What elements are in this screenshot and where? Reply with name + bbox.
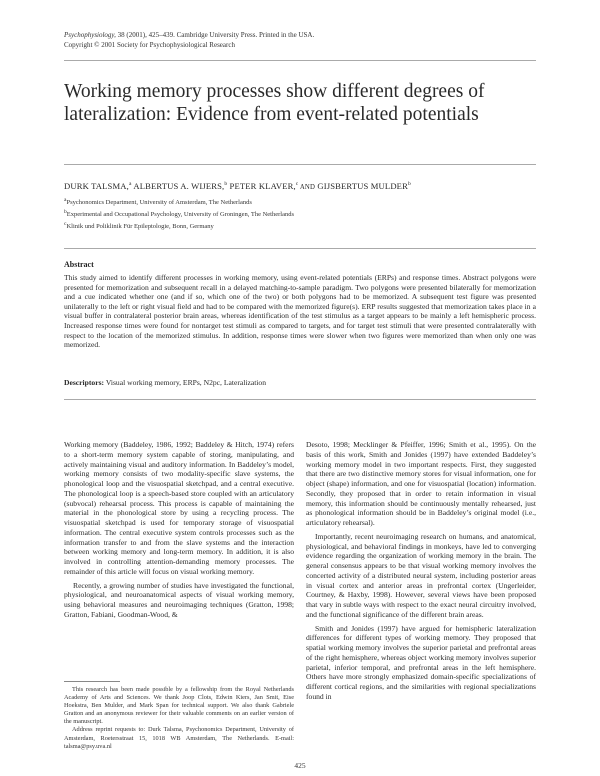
- footnote: This research has been made possible by a fellowship from the Royal Netherlands Academy of Arts and Sciences. We thank Joop Clots, Edwin Kiers, Jan Smit, Eise Hoekstra, Ben Mulder, and Mark Span for technical support. We also thank Gabriele Gratton and an anonymous reviewer for their valuable comments on an earlier version of the manuscript.: [64, 686, 294, 726]
- body-paragraph: Working memory (Baddeley, 1986, 1992; Baddeley & Hitch, 1974) refers to a short-term memory system capable of storing, manipulating, and actively maintaining visual and auditory information. In Baddeley’s model, working memory consists of two modality-specific slave systems, the phonological loop and the visuospatial sketchpad, and a central executive. The phonological loop is a speech-based store coupled with an articulatory (subvocal) rehearsal process. This process is capable of maintaining the material in the phonological store by using a recycling process. The visuospatial sketchpad is used for temporary storage of visuospatial information. The central executive system controls processes such as the information transfer to and from the slave systems and the interaction between working memory and long-term memory. In addition, it is also involved in controlling attention-demanding memory processes. The remainder of this article will focus on visual working memory.: [64, 440, 294, 576]
- abstract-heading: Abstract: [64, 260, 94, 269]
- affiliation-text: Experimental and Occupational Psychology, University of Groningen, The Netherlands: [66, 210, 295, 218]
- body-column-left: [64, 440, 294, 620]
- affiliation-item: [64, 208, 294, 220]
- author-sup: a: [128, 181, 132, 188]
- affiliations: [64, 196, 294, 231]
- affiliation-sup: a: [64, 197, 67, 203]
- copyright-line: Copyright © 2001 Society for Psychophysiological Research: [64, 40, 235, 49]
- affiliation-text: Psychonomics Department, University of Amsterdam, The Netherlands: [66, 199, 252, 207]
- affiliation-text: Klinik und Poliklinik Für Epileptologie, Bonn, Germany: [66, 222, 214, 230]
- body-paragraph: Desoto, 1998; Mecklinger & Pfeiffer, 1996; Smith et al., 1995). On the basis of this work, Smith and Jonides (1997) have extended Baddeley’s working memory model in two important respects. First, they suggested that there are two distinctive memory stores for visual information, one for object (shape) information, and one for visuospatial (location) information. Secondly, they proposed that in order to retain information in visual memory, this information should be continuously mentally rehearsed, just as phonological information should be in Baddeley’s original model (i.e., articulatory rehearsal).: [306, 440, 536, 527]
- author-name: PETER KLAVER,: [227, 181, 296, 191]
- title-line-2: lateralization: Evidence from event-related potentials: [64, 104, 479, 125]
- author-name: ALBERTUS A. WIJERS,: [131, 181, 225, 191]
- abstract-top-rule: [64, 248, 536, 249]
- title-rule: [64, 164, 536, 165]
- page-number: 425: [294, 761, 306, 770]
- title-line-1: Working memory processes show different degrees of: [64, 81, 485, 102]
- header-rule: [64, 60, 536, 61]
- author-sup: b: [224, 181, 228, 188]
- descriptors: [64, 378, 536, 387]
- author-name: GIJSBERTUS MULDER: [315, 181, 408, 191]
- abstract-bottom-rule: [64, 399, 536, 400]
- abstract-text: This study aimed to identify different processes in working memory, using event-related potentials (ERPs) and response times. Abstract polygons were presented for memorization and subsequent recall in a delayed matching-to-sample paradigm. Two polygons were presented bilaterally for memorization and a cue indicated whether one (and if so, which one of the two) or both polygons had to be memorized. A subsequent test figure was presented unilaterally to the left or right visual field and had to be compared with the memorized figure(s). ERP results suggested that memorization takes place in a visual buffer in contralateral posterior brain areas, whereas identification of the test stimulus as a target appears to be mainly a left hemispheric process. Increased response times were found for nontarget test stimuli as compared to targets, and for target test stimuli that were presented contralaterally with respect to the location of the memorized stimulus. In addition, response times were slower when two figures were memorized than when only one was memorized.: [64, 273, 536, 350]
- affiliation-item: [64, 220, 294, 232]
- author-list: [64, 181, 411, 191]
- descriptors-text: Visual working memory, ERPs, N2pc, Lateralization: [104, 378, 267, 387]
- affiliation-sup: b: [64, 208, 67, 215]
- footnotes: [64, 686, 294, 751]
- body-paragraph: Recently, a growing number of studies have investigated the functional, physiological, and neuroanatomical aspects of visual working memory, using behavioral measures and neuroimaging techniques (Gratton, 1998; Gratton, Fabiani, Goodman-Wood, &: [64, 580, 294, 619]
- body-column-right: [306, 440, 536, 702]
- and-word: AND: [298, 184, 316, 191]
- author-name: DURK TALSMA,: [64, 181, 129, 191]
- author-sup: c: [295, 181, 299, 188]
- affiliation-item: [64, 196, 294, 208]
- running-header: [64, 31, 314, 50]
- body-paragraph: Smith and Jonides (1997) have argued for hemispheric lateralization differences for different types of working memory. They proposed that spatial working memory involves the superior parietal and prefrontal areas of the right hemisphere, whereas object working memory involves superior parietal, inferior temporal, and prefrontal areas in the left hemisphere. Others have more strongly emphasized domain-specific specializations of different cortical regions, and the similarities with regional specializations found in: [306, 623, 536, 701]
- body-paragraph: Importantly, recent neuroimaging research on humans, and anatomical, physiological, and behavioral findings in monkeys, have led to converging evidence regarding the organization of working memory in the brain. The general consensus appears to be that visual working memory involves the concerted activity of a distributed neural system, including posterior areas in visual cortex and anterior areas in prefrontal cortex (Ungerleider, Courtney, & Haxby, 1998). However, several views have been proposed that vary in subtle ways with respect to the exact neural circuitry involved, and the functional significance of the different brain areas.: [306, 531, 536, 619]
- article-title: [64, 80, 534, 126]
- affiliation-sup: c: [64, 220, 67, 227]
- descriptors-label: Descriptors:: [64, 378, 105, 387]
- footnote-rule: [64, 681, 120, 682]
- footnote: Address reprint requests to: Durk Talsma, Psychonomics Department, University of Amsterdam, Roetersstraat 15, 1018 WB Amsterdam, The Netherlands. E-mail: talsma@psy.uva.nl: [64, 726, 294, 750]
- citation: 38 (2001), 425–439. Cambridge University Press. Printed in the USA.: [115, 31, 315, 39]
- journal-name: Psychophysiology,: [64, 31, 116, 39]
- author-sup: b: [407, 181, 411, 188]
